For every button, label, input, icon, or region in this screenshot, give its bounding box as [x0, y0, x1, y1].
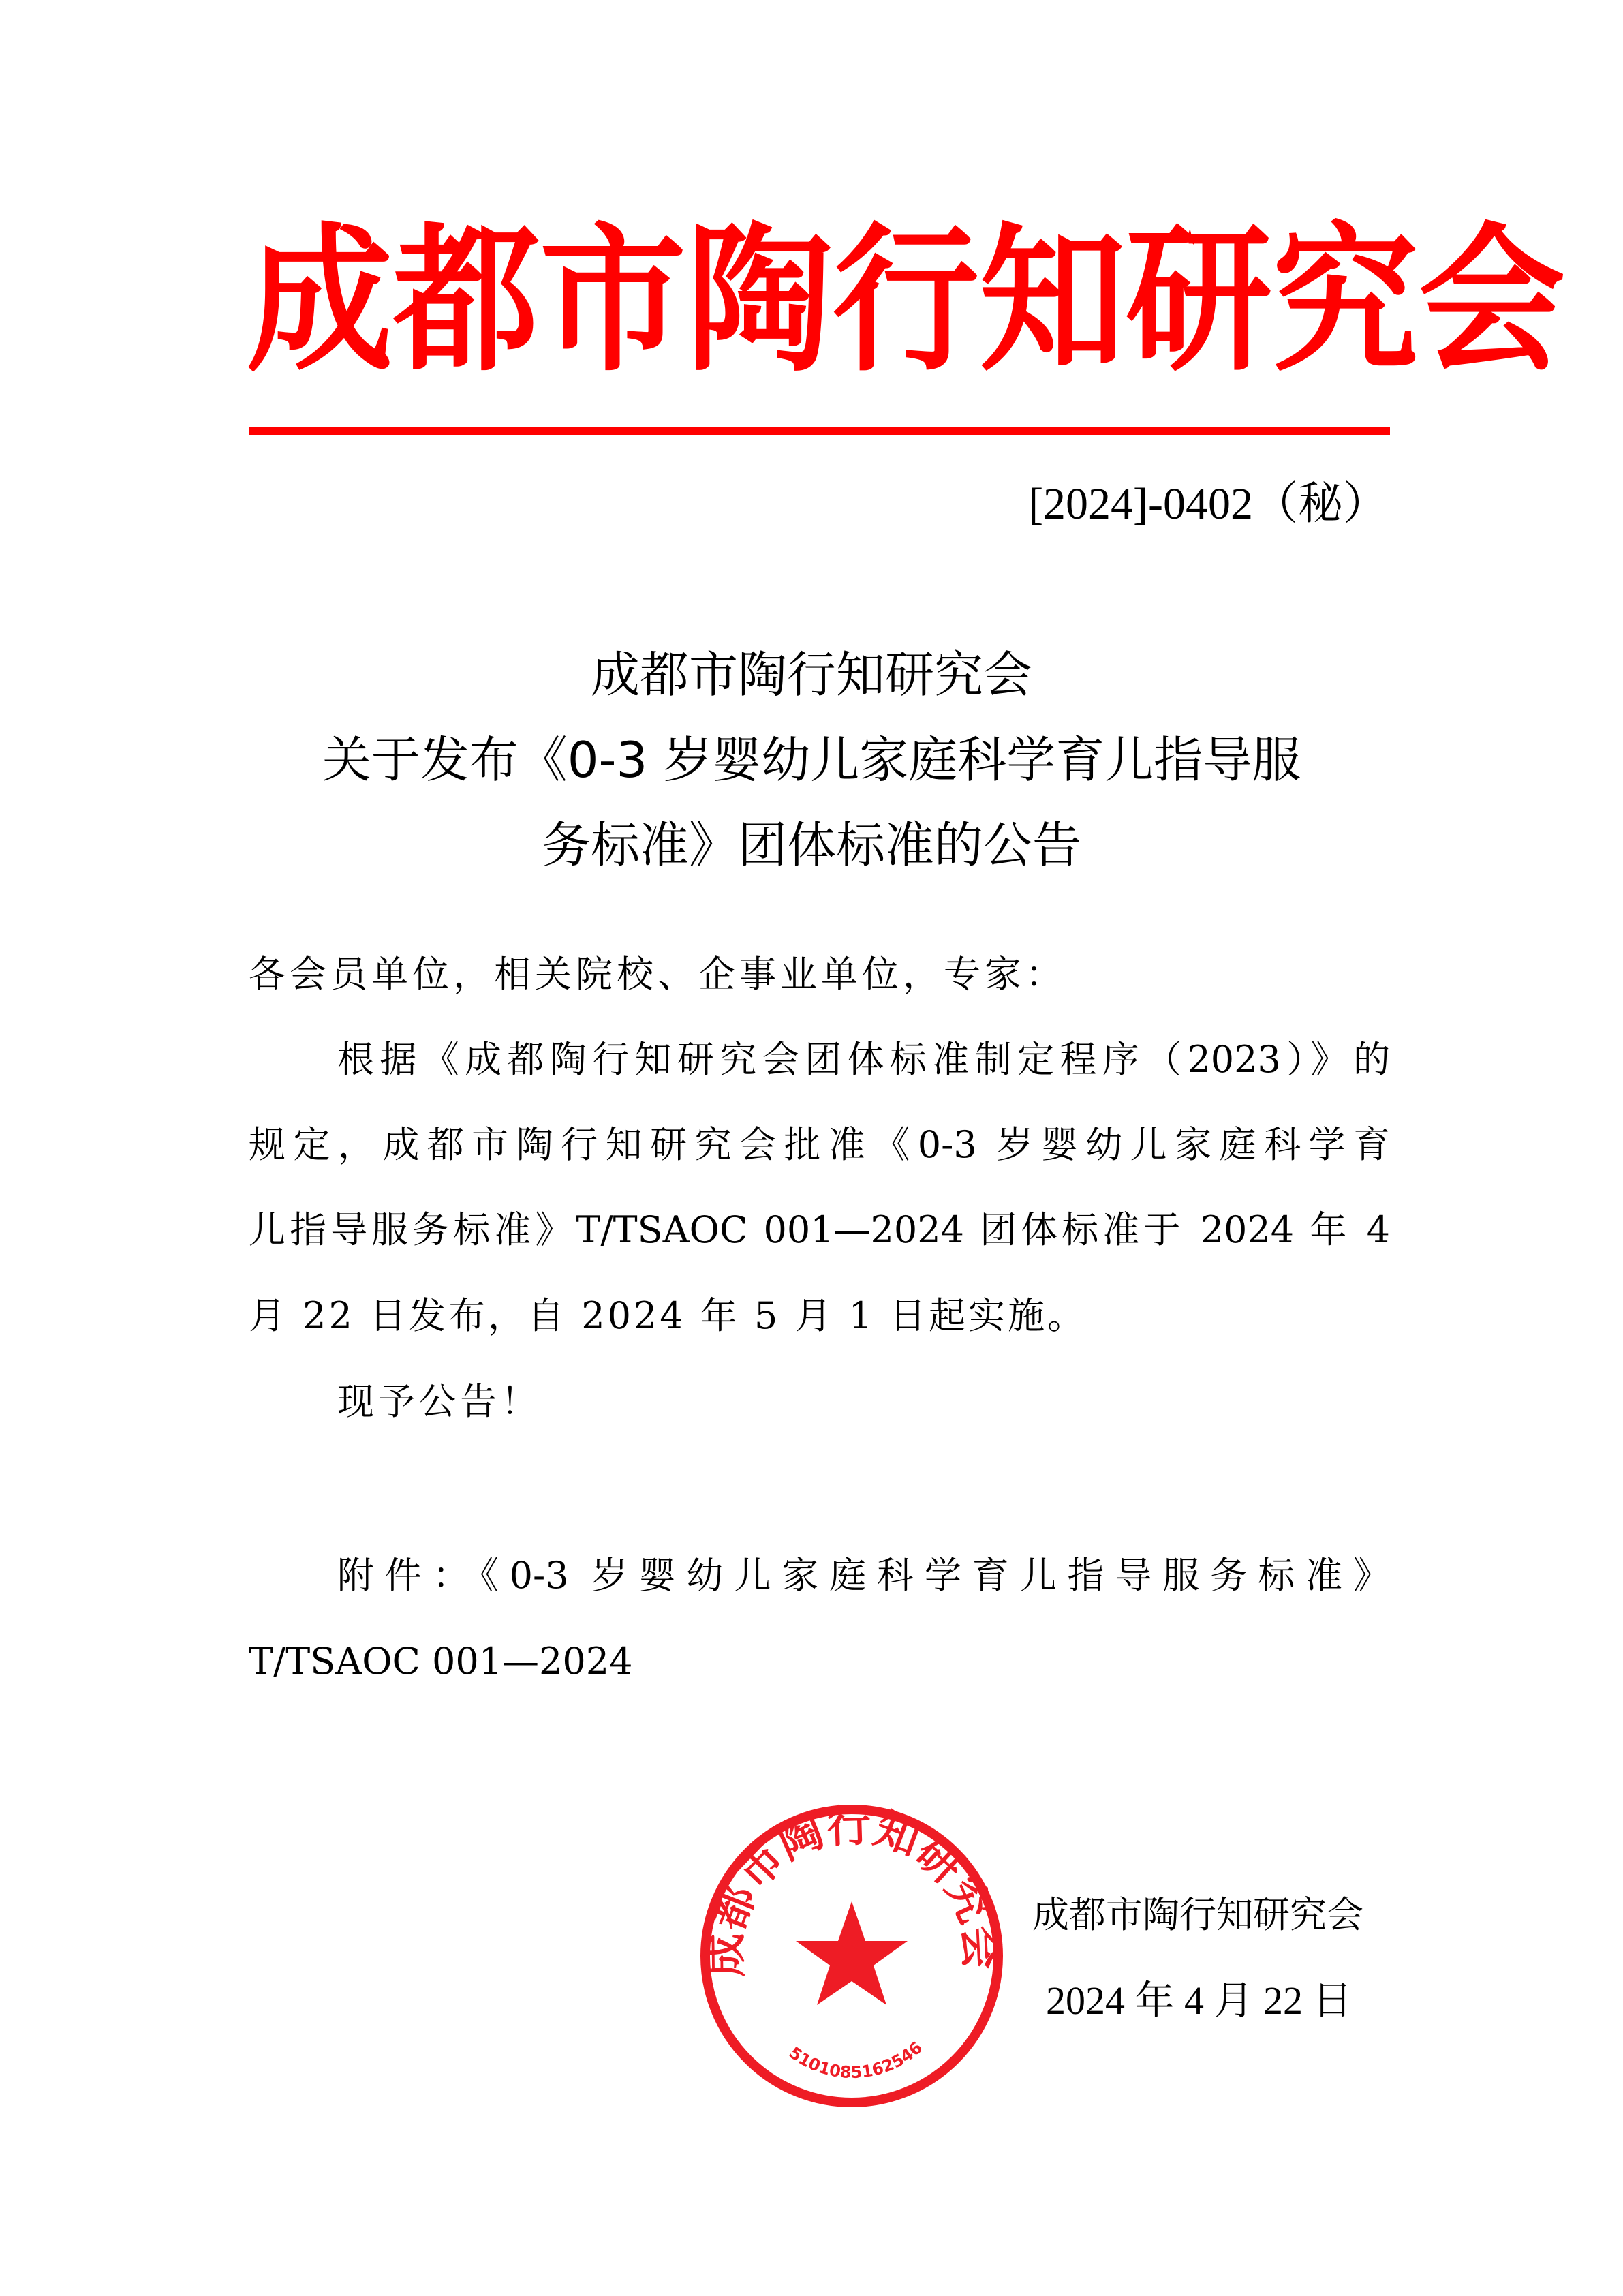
masthead-char: 市: [540, 206, 686, 393]
masthead-char: 都: [393, 206, 540, 393]
masthead-char: 会: [1419, 206, 1565, 393]
title-line-3: 务标准》团体标准的公告: [541, 816, 1081, 874]
signature-date: 2024 年 4 月 22 日: [1046, 1978, 1352, 2023]
masthead-char: 究: [1272, 206, 1419, 393]
masthead-char: 研: [1126, 206, 1272, 393]
attachment-line-2: T/TSAOC 001—2024: [249, 1640, 633, 1683]
document-number: [2024]-0402（秘）: [1028, 479, 1388, 529]
announcement: 现予公告！: [337, 1380, 542, 1423]
paragraph-line: 规定，成都市陶行知研究会批准《0-3 岁婴幼儿家庭科学育: [249, 1123, 1390, 1166]
attachment-line-1: 附件：《0-3 岁婴幼儿家庭科学育儿指导服务标准》: [337, 1554, 1390, 1597]
seal-text: 成都市陶行知研究会: [700, 1801, 1006, 1978]
masthead-char: 陶: [686, 206, 833, 393]
title-line-1: 成都市陶行知研究会: [590, 646, 1032, 703]
title-line-2: 关于发布《0-3 岁婴幼儿家庭科学育儿指导服: [322, 731, 1301, 789]
red-divider: [249, 427, 1390, 435]
seal-code: 5101085162546: [785, 2038, 927, 2083]
official-seal: [695, 1799, 1008, 2113]
masthead-char: 行: [833, 206, 979, 393]
masthead-char: 成: [247, 206, 393, 393]
star-icon: [796, 1901, 908, 2005]
masthead-org-name: [247, 204, 1565, 396]
signature-org: 成都市陶行知研究会: [1032, 1893, 1363, 1936]
paragraph-line: 月 22 日发布，自 2024 年 5 月 1 日起实施。: [249, 1294, 1087, 1337]
paragraph-line: 根据《成都陶行知研究会团体标准制定程序（2023）》的: [337, 1038, 1390, 1081]
masthead-char: 知: [979, 206, 1126, 393]
salutation: 各会员单位，相关院校、企事业单位，专家：: [249, 953, 1066, 996]
paragraph-line: 儿指导服务标准》T/TSAOC 001—2024 团体标准于 2024 年 4: [249, 1208, 1390, 1251]
